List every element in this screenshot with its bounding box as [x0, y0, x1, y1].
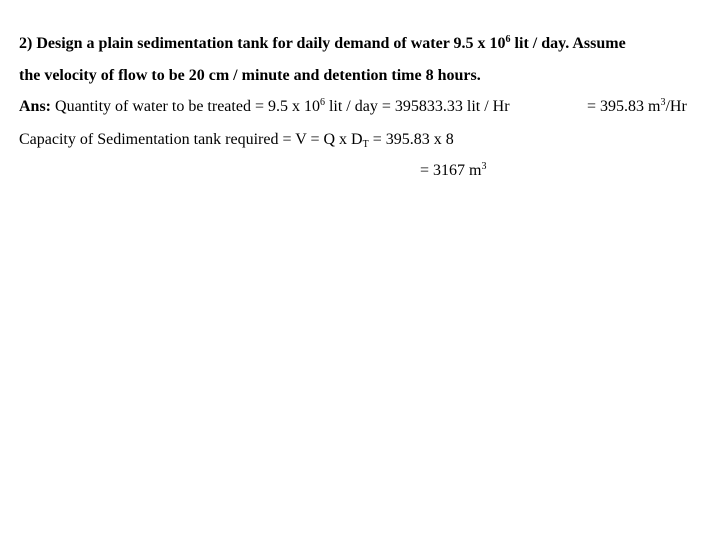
- question-line-1-tail: lit / day. Assume: [510, 35, 626, 52]
- capacity-result-exponent: 3: [481, 161, 487, 172]
- question-line-1-exponent: 6: [505, 34, 511, 45]
- answer-label: Ans:: [19, 98, 52, 115]
- capacity-tail: = 395.83 x 8: [368, 131, 454, 148]
- answer-quantity-result-text: = 395.83 m: [587, 98, 661, 115]
- capacity-result: [420, 161, 486, 181]
- question-line-2-text: the velocity of flow to be 20 cm / minute and detention time 8 hours.: [19, 67, 481, 84]
- answer-quantity-text: Quantity of water to be treated = 9.5 x 10: [51, 98, 320, 115]
- question-line-1-text: 2) Design a plain sedimentation tank for daily demand of water 9.5 x 10: [19, 35, 506, 52]
- capacity-text: Capacity of Sedimentation tank required = V = Q x D: [19, 131, 363, 148]
- answer-quantity-result-unit: /Hr: [665, 98, 687, 115]
- answer-quantity-result: [587, 97, 687, 117]
- answer-quantity-line: [19, 97, 510, 117]
- answer-quantity-exponent: 6: [319, 97, 325, 108]
- capacity-line: [19, 130, 454, 150]
- question-line-2: [19, 66, 481, 86]
- answer-quantity-tail: lit / day = 395833.33 lit / Hr: [324, 98, 510, 115]
- question-line-1: [19, 34, 626, 54]
- capacity-result-text: = 3167 m: [420, 162, 482, 179]
- capacity-subscript: T: [362, 139, 369, 150]
- answer-quantity-result-exponent: 3: [660, 97, 666, 108]
